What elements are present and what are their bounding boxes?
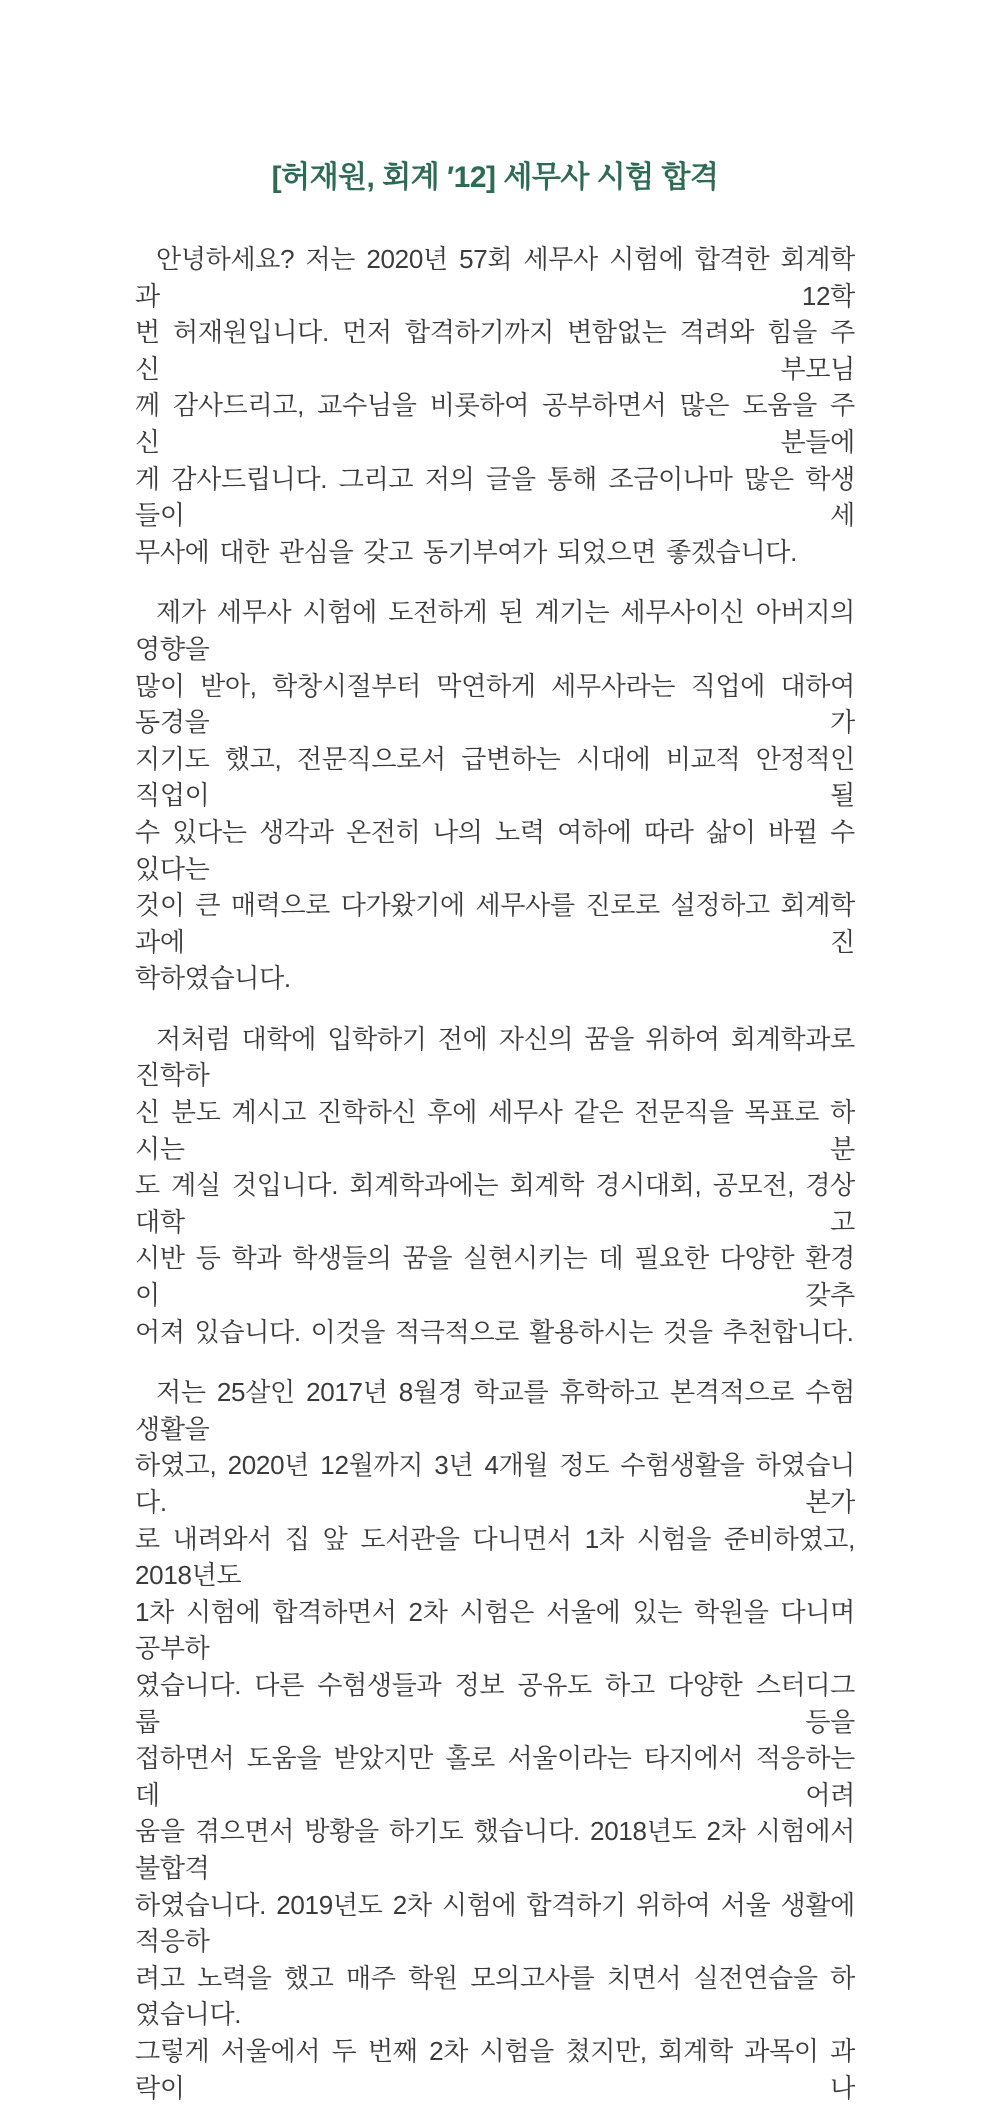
text-line: 신 분도 계시고 진학하신 후에 세무사 같은 전문직을 목표로 하시는 분 — [135, 1097, 855, 1164]
text-line: 많이 받아, 학창시절부터 막연하게 세무사라는 직업에 대하여 동경을 가 — [135, 670, 855, 738]
text-line: 시반 등 학과 학생들의 꿈을 실현시키는 데 필요한 다양한 환경이 갖추 — [135, 1243, 855, 1311]
text-line: 저처럼 대학에 입학하기 전에 자신의 꿈을 위하여 회계학과로 진학하 — [135, 1023, 855, 1091]
text-line: 려고 노력을 했고 매주 학원 모의고사를 치면서 실전연습을 하였습니다. — [135, 1962, 855, 2030]
text-line: 도 계실 것입니다. 회계학과에는 회계학 경시대회, 공모전, 경상대학 고 — [135, 1170, 855, 1237]
paragraph — [135, 241, 855, 570]
text-line: 하였습니다. 2019년도 2차 시험에 합격하기 위하여 서울 생활에 적응하 — [135, 1889, 855, 1957]
text-line: 제가 세무사 시험에 도전하게 된 계기는 세무사이신 아버지의 영향을 — [135, 597, 855, 664]
text-line: 께 감사드리고, 교수님을 비롯하여 공부하면서 많은 도움을 주신 분들에 — [135, 390, 855, 457]
text-line: 였습니다. 다른 수험생들과 정보 공유도 하고 다양한 스터디그룹 등을 — [135, 1669, 855, 1737]
text-line: 어져 있습니다. 이것을 적극적으로 활용하시는 것을 추천합니다. — [135, 1316, 854, 1347]
text-line: 학하였습니다. — [135, 963, 291, 994]
paragraph — [135, 594, 855, 997]
paragraph — [135, 1021, 855, 1350]
text-line: 것이 큰 매력으로 다가왔기에 세무사를 진로로 설정하고 회계학과에 진 — [135, 890, 855, 957]
text-line: 무사에 대한 관심을 갖고 동기부여가 되었으면 좋겠습니다. — [135, 536, 798, 567]
text-line: 움을 겪으면서 방황을 하기도 했습니다. 2018년도 2차 시험에서 불합격 — [135, 1816, 855, 1883]
text-line: 게 감사드립니다. 그리고 저의 글을 통해 조금이나마 많은 학생들이 세 — [135, 463, 855, 531]
text-line: 안녕하세요? 저는 2020년 57회 세무사 시험에 합격한 회계학과 12학 — [135, 244, 855, 311]
text-line: 로 내려와서 집 앞 도서관을 다니면서 1차 시험을 준비하였고, 2018년도 — [135, 1523, 855, 1591]
document-body — [135, 241, 855, 2106]
text-line: 그렇게 서울에서 두 번째 2차 시험을 쳤지만, 회계학 과목이 과락이 나 — [135, 2035, 855, 2103]
page-title: [허재원, 회계 ′12] 세무사 시험 합격 — [271, 161, 719, 194]
text-line: 번 허재원입니다. 먼저 합격하기까지 변함없는 격려와 힘을 주신 부모님 — [135, 317, 855, 384]
text-line: 하였고, 2020년 12월까지 3년 4개월 정도 수험생활을 하였습니다. 본가 — [135, 1450, 855, 1517]
text-line: 지기도 했고, 전문직으로서 급변하는 시대에 비교적 안정적인 직업이 될 — [135, 743, 855, 811]
text-line: 저는 25살인 2017년 8월경 학교를 휴학하고 본격적으로 수험생활을 — [135, 1377, 855, 1444]
paragraph — [135, 1374, 855, 2106]
text-line: 수 있다는 생각과 온전히 나의 노력 여하에 따라 삶이 바뀔 수 있다는 — [135, 816, 855, 884]
text-line: 1차 시험에 합격하면서 2차 시험은 서울에 있는 학원을 다니며 공부하 — [135, 1596, 855, 1664]
text-line: 접하면서 도움을 받았지만 홀로 서울이라는 타지에서 적응하는 데 어려 — [135, 1743, 855, 1810]
